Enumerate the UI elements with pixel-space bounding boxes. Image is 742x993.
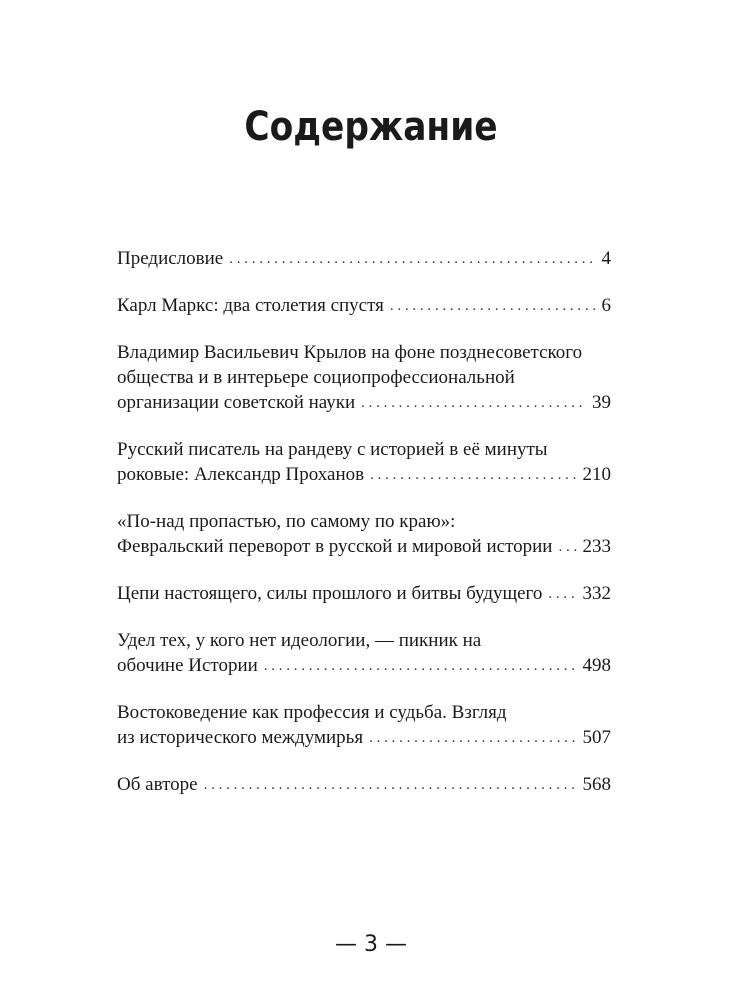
toc-entry-picnic[interactable] (117, 628, 611, 680)
toc-entry-last-line (117, 581, 611, 608)
toc-page-number: 498 (582, 655, 611, 676)
dot-leader (370, 463, 576, 488)
toc-entry-last-line (117, 293, 611, 320)
dot-leader (204, 773, 577, 798)
folio-page-number: — 3 — (335, 932, 407, 957)
toc-entry-chains[interactable] (117, 581, 611, 608)
toc-page-number: 210 (582, 464, 611, 485)
dot-leader (229, 247, 595, 272)
toc-entry-prokhanov[interactable] (117, 437, 611, 489)
toc-entry-oriental-studies[interactable] (117, 700, 611, 752)
toc-entry-title-line: Русский писатель на рандеву с историей в её минуты (117, 439, 548, 460)
toc-page-number: 233 (582, 536, 611, 557)
toc-entry-last-line (117, 390, 611, 417)
toc-entry-title-line: Востоковедение как профессия и судьба. Взгляд (117, 702, 507, 723)
dot-leader (390, 294, 596, 319)
toc-entry-title: Об авторе (117, 774, 198, 795)
toc-page-number: 332 (582, 583, 611, 604)
toc-page-number: 39 (592, 392, 611, 413)
dot-leader (361, 391, 586, 416)
dot-leader (548, 582, 576, 607)
toc-page-number: 568 (582, 774, 611, 795)
page-title: Содержание (244, 104, 498, 150)
toc-entry-title: Февральский переворот в русской и мировой истории (117, 536, 553, 557)
toc-entry-title: Карл Маркс: два столетия спустя (117, 295, 384, 316)
toc-entry-about-author[interactable] (117, 772, 611, 799)
toc-entry-last-line (117, 772, 611, 799)
toc-entry-last-line (117, 653, 611, 680)
toc-entry-title: обочине Истории (117, 655, 258, 676)
toc-entry-title: из исторического междумирья (117, 727, 364, 748)
toc-entry-title-line: Владимир Васильевич Крылов на фоне позднесоветского (117, 342, 583, 363)
toc-entry-last-line (117, 462, 611, 489)
toc-entry-february[interactable] (117, 509, 611, 561)
toc-entry-title-line: Удел тех, у кого нет идеологии, — пикник на (117, 630, 482, 651)
toc-entry-title: организации советской науки (117, 392, 356, 413)
table-of-contents (117, 246, 611, 819)
toc-entry-last-line (117, 534, 611, 561)
toc-entry-krylov[interactable] (117, 340, 611, 417)
dot-leader (369, 726, 576, 751)
toc-entry-title: Предисловие (117, 248, 224, 269)
toc-entry-last-line (117, 246, 611, 273)
toc-entry-title: Цепи настоящего, силы прошлого и битвы будущего (117, 583, 543, 604)
toc-entry-title: роковые: Александр Проханов (117, 464, 365, 485)
toc-entry-marx[interactable] (117, 293, 611, 320)
toc-entry-title-line: «По-над пропастью, по самому по краю»: (117, 511, 456, 532)
dot-leader (558, 535, 576, 560)
dot-leader (264, 654, 577, 679)
toc-entry-last-line (117, 725, 611, 752)
toc-entry-preface[interactable] (117, 246, 611, 273)
toc-page-number: 6 (601, 295, 611, 316)
toc-entry-title-line: общества и в интерьере социопрофессиональной (117, 367, 515, 388)
toc-page-number: 507 (582, 727, 611, 748)
toc-page-number: 4 (601, 248, 611, 269)
